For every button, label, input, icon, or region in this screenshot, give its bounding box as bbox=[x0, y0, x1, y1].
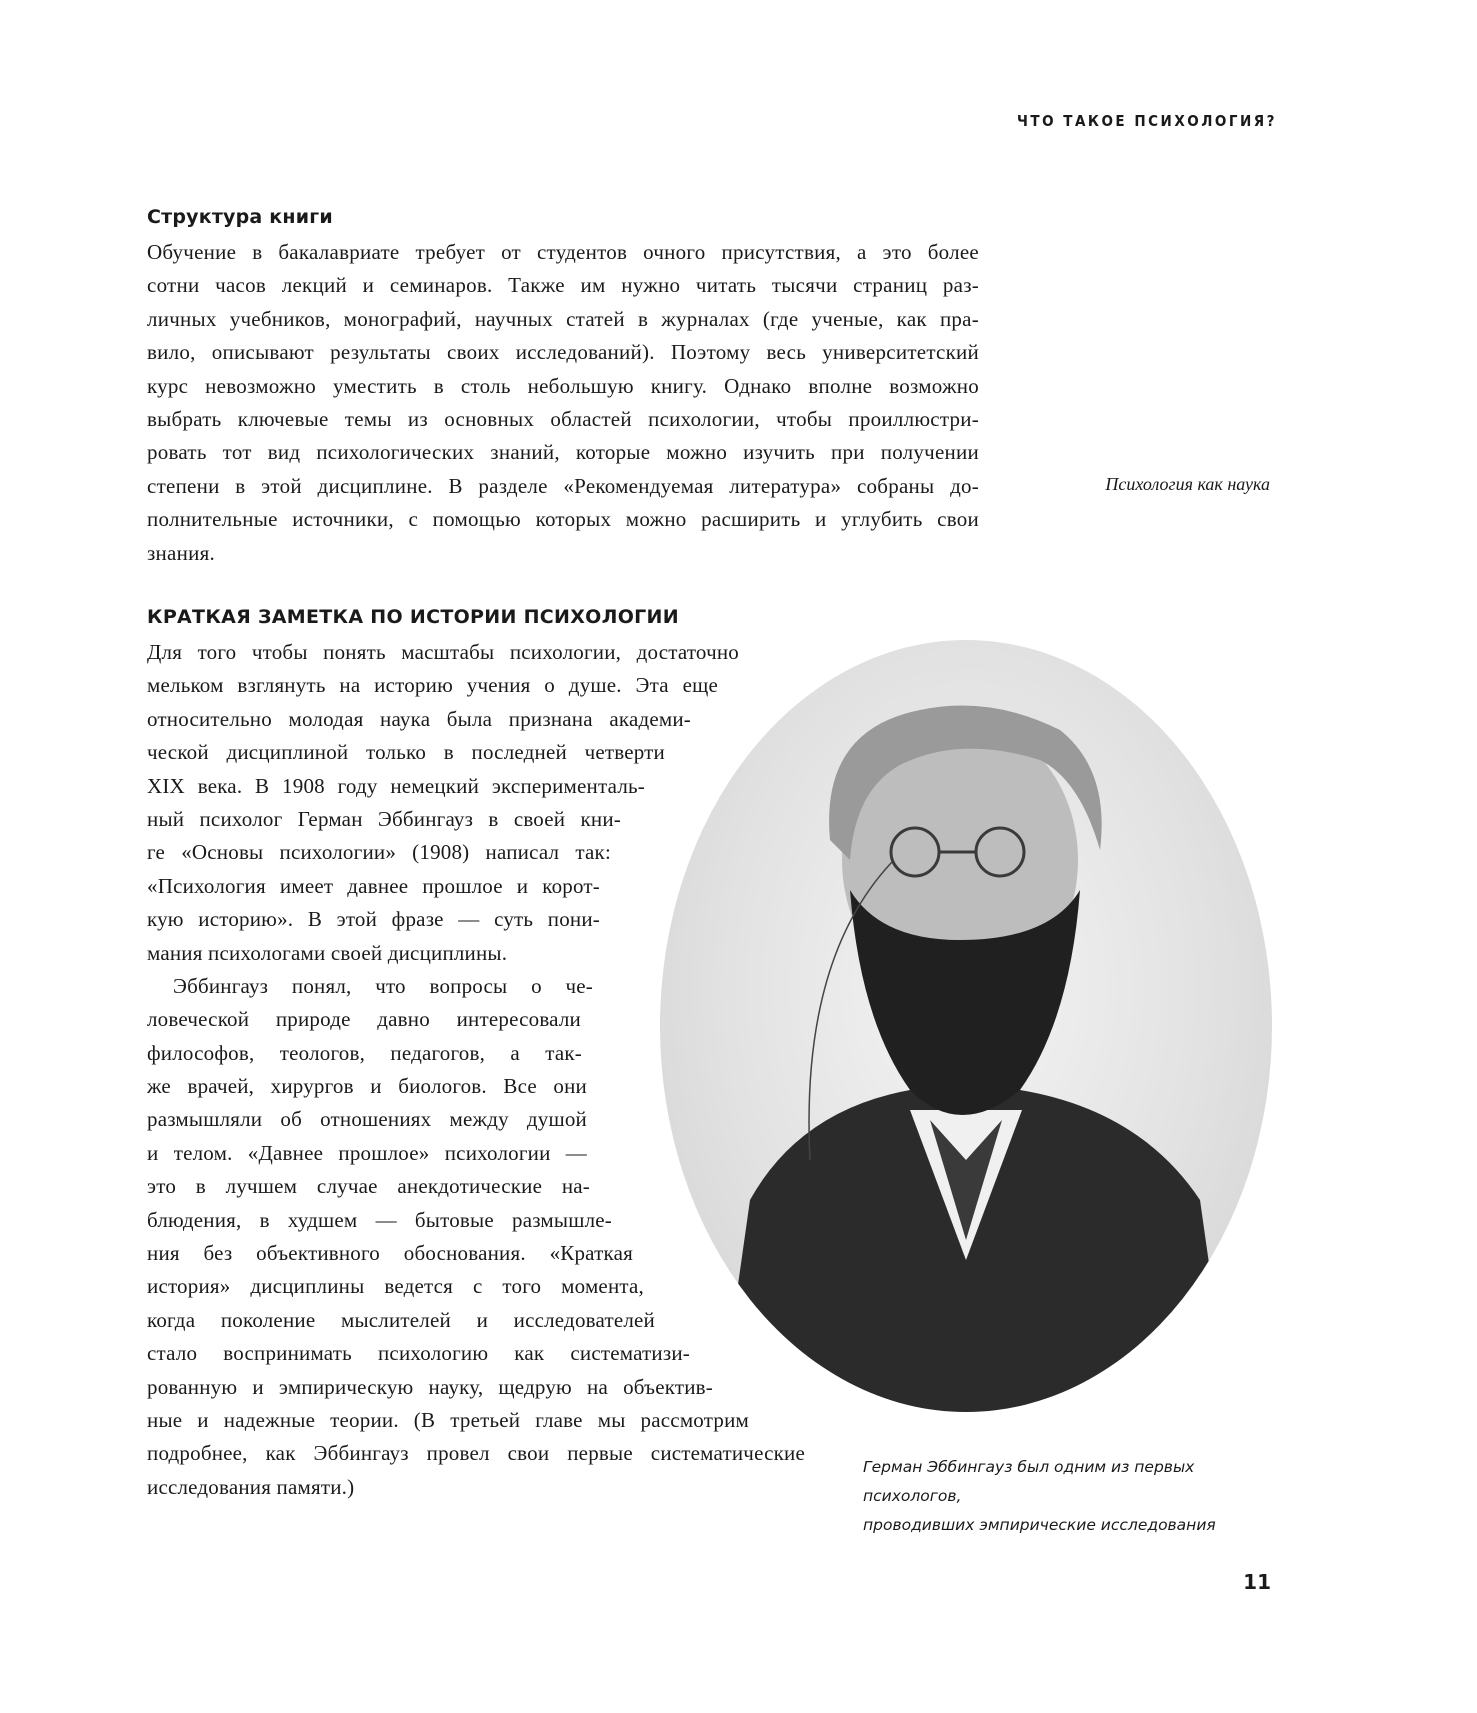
text-line: ровать тот вид психологических знаний, которые можно изучить при получении bbox=[147, 440, 979, 465]
page-number: 11 bbox=[1243, 1570, 1271, 1594]
structure-paragraph bbox=[147, 236, 979, 570]
text-line: ге «Основы психологии» (1908) написал так: bbox=[147, 840, 611, 865]
text-line: же врачей, хирургов и биологов. Все они bbox=[147, 1074, 587, 1099]
text-line: относительно молодая наука была признана академи- bbox=[147, 706, 691, 731]
text-line: ный психолог Герман Эббингауз в своей кни- bbox=[147, 806, 621, 831]
text-line: XIX века. В 1908 году немецкий эксперименталь- bbox=[147, 773, 645, 798]
text-line: степени в этой дисциплине. В разделе «Рекомендуемая литература» собраны до- bbox=[147, 473, 979, 498]
running-head: ЧТО ТАКОЕ ПСИХОЛОГИЯ? bbox=[1016, 112, 1277, 130]
text-line: это в лучшем случае анекдотические на- bbox=[147, 1174, 590, 1199]
text-line: кую историю». В этой фразе — суть пони- bbox=[147, 907, 600, 932]
caption-line: проводивших эмпирические исследования bbox=[863, 1516, 1216, 1534]
text-line: ния без объективного обоснования. «Краткая bbox=[147, 1241, 633, 1266]
text-line: история» дисциплины ведется с того момента, bbox=[147, 1274, 644, 1299]
margin-note: Психология как наука bbox=[1105, 474, 1270, 494]
section-title-structure: Структура книги bbox=[147, 206, 333, 228]
text-line: вило, описывают результаты своих исследований). Поэтому весь университетский bbox=[147, 340, 979, 365]
text-line: стало воспринимать психологию как систематизи- bbox=[147, 1341, 690, 1366]
text-line: Обучение в бакалавриате требует от студентов очного присутствия, а это более bbox=[147, 240, 979, 264]
text-line: полнительные источники, с помощью которых можно расширить и углубить свои bbox=[147, 507, 979, 532]
text-line: выбрать ключевые темы из основных областей психологии, чтобы проиллюстри- bbox=[147, 406, 979, 431]
text-line: «Психология имеет давнее прошлое и корот- bbox=[147, 873, 600, 898]
text-line: рованную и эмпирическую науку, щедрую на объектив- bbox=[147, 1374, 713, 1399]
text-line: ческой дисциплиной только в последней четверти bbox=[147, 740, 665, 765]
text-line: ловеческой природе давно интересовали bbox=[147, 1007, 581, 1032]
text-line: Для того чтобы понять масштабы психологии, достаточно bbox=[147, 640, 739, 664]
text-line: ные и надежные теории. (В третьей главе мы рассмотрим bbox=[147, 1407, 749, 1432]
text-line: мельком взглянуть на историю учения о душе. Эта еще bbox=[147, 673, 718, 698]
text-line: размышляли об отношениях между душой bbox=[147, 1107, 587, 1132]
text-line: курс невозможно уместить в столь небольшую книгу. Однако вполне возможно bbox=[147, 373, 979, 398]
text-line: мания психологами своей дисциплины. bbox=[147, 940, 508, 965]
portrait-caption bbox=[863, 1453, 1283, 1540]
text-line: философов, теологов, педагогов, а так- bbox=[147, 1040, 582, 1065]
text-line: когда поколение мыслителей и исследователей bbox=[147, 1307, 655, 1332]
text-line: исследования памяти.) bbox=[147, 1474, 355, 1499]
text-line: сотни часов лекций и семинаров. Также им нужно читать тысячи страниц раз- bbox=[147, 273, 979, 298]
text-line: подробнее, как Эббингауз провел свои первые систематические bbox=[147, 1441, 805, 1466]
text-line: Эббингауз понял, что вопросы о че- bbox=[173, 973, 593, 998]
section-title-history: КРАТКАЯ ЗАМЕТКА ПО ИСТОРИИ ПСИХОЛОГИИ bbox=[147, 606, 679, 628]
history-text bbox=[147, 636, 805, 1504]
caption-line: Герман Эббингауз был одним из первых психологов, bbox=[863, 1458, 1195, 1505]
text-line: знания. bbox=[147, 540, 215, 565]
text-line: и телом. «Давнее прошлое» психологии — bbox=[147, 1140, 587, 1165]
text-line: блюдения, в худшем — бытовые размышле- bbox=[147, 1207, 612, 1232]
text-line: личных учебников, монографий, научных статей в журналах (где ученые, как пра- bbox=[147, 306, 979, 331]
